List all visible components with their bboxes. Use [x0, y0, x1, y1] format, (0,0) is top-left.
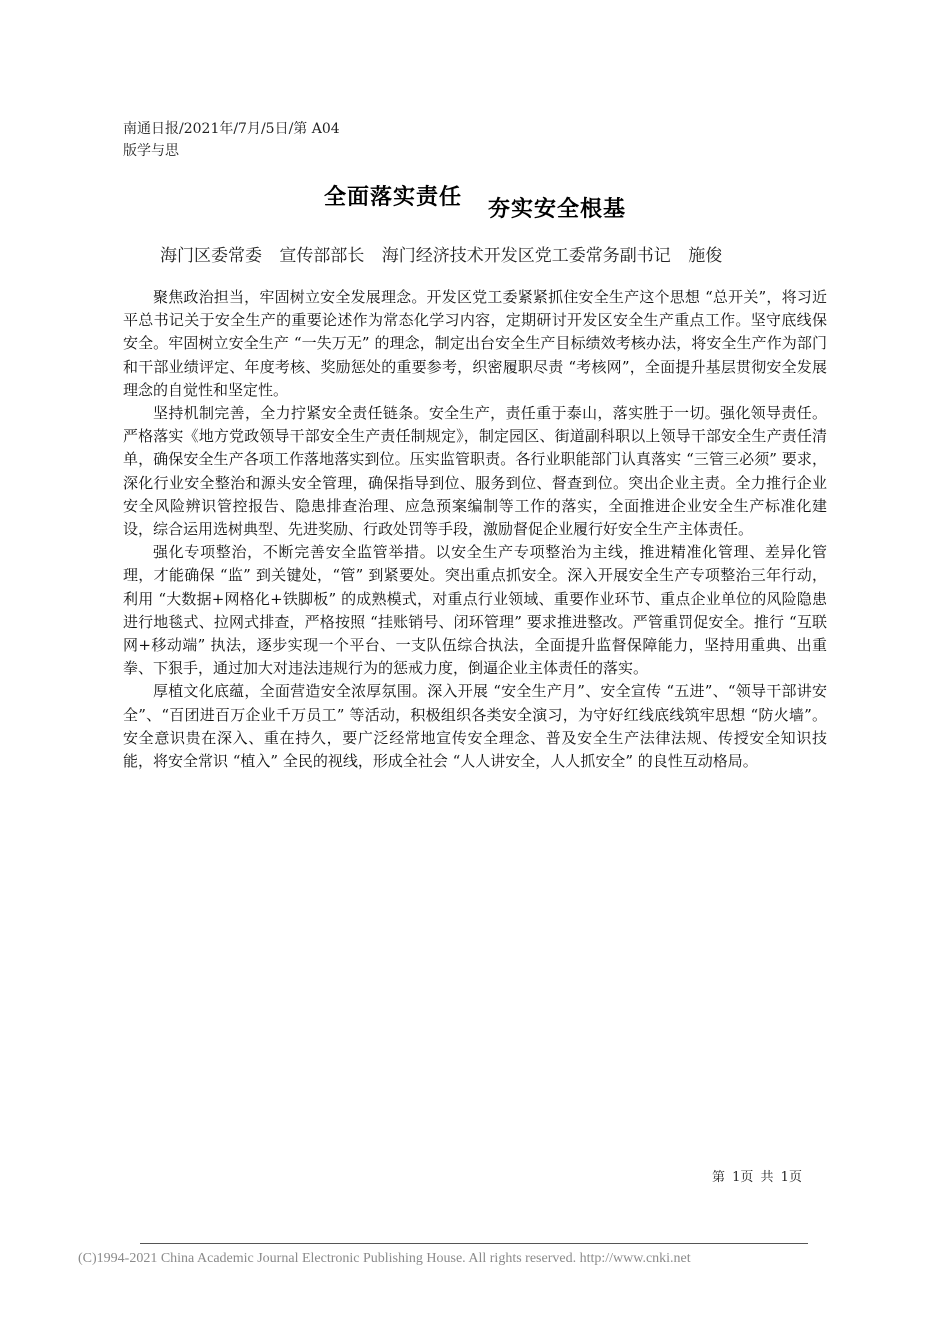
title-part-1: 全面落实责任	[323, 184, 462, 210]
article-title	[0, 184, 950, 222]
paragraph-1: 聚焦政治担当，牢固树立安全发展理念。开发区党工委紧紧抓住安全生产这个思想 “总开关”，将习近平总书记关于安全生产的重要论述作为常态化学习内容，定期研讨开发区安全生产重点工作。坚守底线保安全。牢固树立安全生产 “一失万无” 的理念，制定出台安全生产目标绩效考核办法，将安全生产作为部门和干部业绩评定、年度考核、奖励惩处的重要参考，织密履职尽责 “考核网”，全面提升基层贯彻安全发展理念的自觉性和坚定性。	[123, 288, 827, 399]
source-line-1: 南通日报/2021年/7月/5日/第 A04	[123, 121, 340, 137]
paragraph-4: 厚植文化底蕴，全面营造安全浓厚氛围。深入开展 “安全生产月”、安全宣传 “五进”、“领导干部讲安全”、“百团进百万企业千万员工” 等活动，积极组织各类安全演习，为守好红线底线筑牢思想 “防火墙”。安全意识贵在深入、重在持久，要广泛经常地宣传安全理念、普及安全生产法律法规、传授安全知识技能，将安全常识 “植入” 全民的视线，形成全社会 “人人讲安全，人人抓安全” 的良性互动格局。	[123, 682, 827, 771]
paragraph-3: 强化专项整治，不断完善安全监管举措。以安全生产专项整治为主线，推进精准化管理、差异化管理，才能确保 “监” 到关键处，“管” 到紧要处。突出重点抓安全。深入开展安全生产专项整治三年行动，利用 “大数据+网格化+铁脚板” 的成熟模式，对重点行业领域、重要作业环节、重点企业单位的风险隐患进行地毯式、拉网式排查，严格按照 “挂账销号、闭环管理” 要求推进整改。严管重罚促安全。推行 “互联网+移动端” 执法，逐步实现一个平台、一支队伍综合执法，全面提升监督保障能力，坚持用重典、出重拳、下狠手，通过加大对违法违规行为的惩戒力度，倒逼企业主体责任的落实。	[123, 543, 827, 678]
source-info	[123, 118, 340, 162]
copyright-notice: (C)1994-2021 China Academic Journal Electronic Publishing House. All rights reserved. http://www.cnki.net	[78, 1251, 691, 1266]
paragraph-2: 坚持机制完善，全力拧紧安全责任链条。安全生产，责任重于泰山，落实胜于一切。强化领导责任。严格落实《地方党政领导干部安全生产责任制规定》，制定园区、街道副科职以上领导干部安全生产责任清单，确保安全生产各项工作落地落实到位。压实监管职责。各行业职能部门认真落实 “三管三必须” 要求，深化行业安全整治和源头安全管理，确保指导到位、服务到位、督查到位。突出企业主责。全力推行企业安全风险辨识管控报告、隐患排查治理、应急预案编制等工作的落实，全面推进企业安全生产标准化建设，综合运用选树典型、先进奖励、行政处罚等手段，激励督促企业履行好安全生产主体责任。	[123, 404, 827, 539]
footer-divider	[140, 1243, 808, 1244]
source-line-2: 版学与思	[123, 143, 179, 159]
article-body	[123, 286, 827, 773]
page-number: 第 1页 共 1页	[712, 1170, 802, 1185]
title-part-2: 夯实安全根基	[488, 196, 627, 222]
author-byline: 海门区委常委 宣传部部长 海门经济技术开发区党工委常务副书记 施俊	[160, 246, 723, 266]
